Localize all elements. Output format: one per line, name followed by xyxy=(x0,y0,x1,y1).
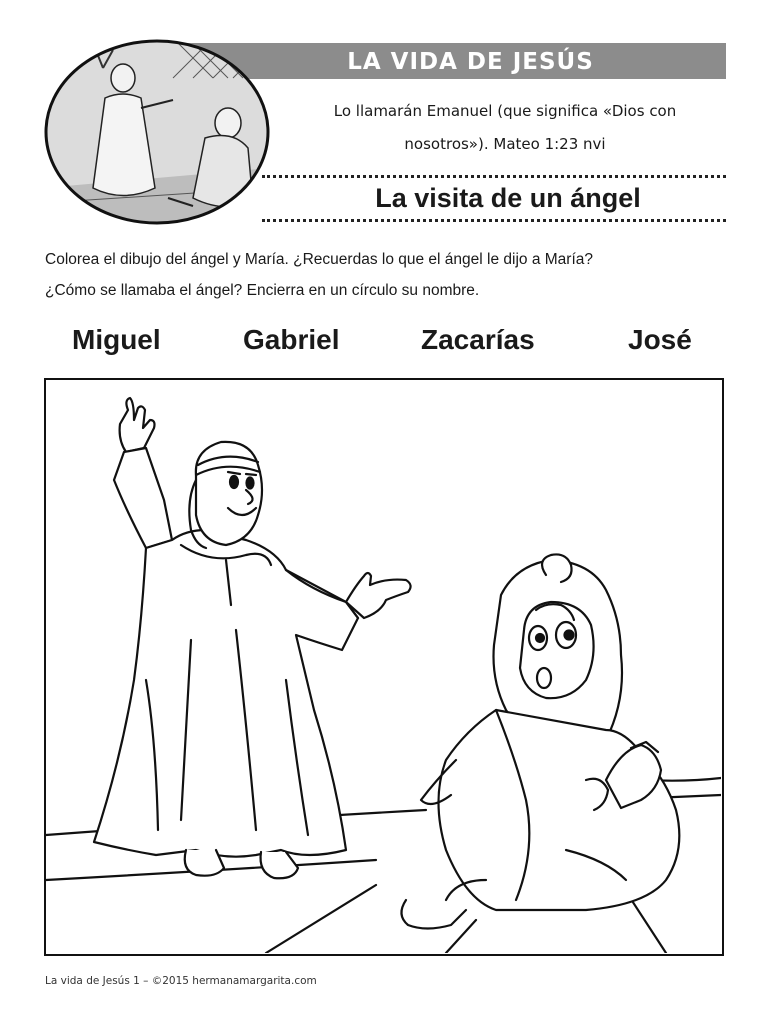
name-option-miguel[interactable]: Miguel xyxy=(72,324,161,355)
coloring-illustration xyxy=(46,380,721,953)
angel-name-options xyxy=(0,320,768,360)
instructions-line-1: Colorea el dibujo del ángel y María. ¿Recuerdas lo que el ángel le dijo a María? xyxy=(45,251,593,268)
lesson-title: La visita de un ángel xyxy=(375,183,641,213)
footer-credit: La vida de Jesús 1 – ©2015 hermanamargarita.com xyxy=(45,975,317,987)
verse-line-2: nosotros»). Mateo 1:23 nvi xyxy=(404,135,606,153)
verse-line-1: Lo llamarán Emanuel (que significa «Dios con xyxy=(333,102,677,120)
instructions xyxy=(45,244,735,306)
name-option-jose[interactable]: José xyxy=(628,324,692,355)
series-title: LA VIDA DE JESÚS xyxy=(347,49,594,75)
coloring-picture-frame xyxy=(44,378,724,956)
dotted-divider-top xyxy=(262,175,726,178)
header-thumbnail-illustration xyxy=(43,38,271,226)
bible-verse xyxy=(300,95,710,161)
instructions-line-2: ¿Cómo se llamaba el ángel? Encierra en un círculo su nombre. xyxy=(45,282,480,299)
dotted-divider-bottom xyxy=(262,219,726,222)
name-option-gabriel[interactable]: Gabriel xyxy=(243,324,340,355)
name-option-zacarias[interactable]: Zacarías xyxy=(421,324,535,355)
